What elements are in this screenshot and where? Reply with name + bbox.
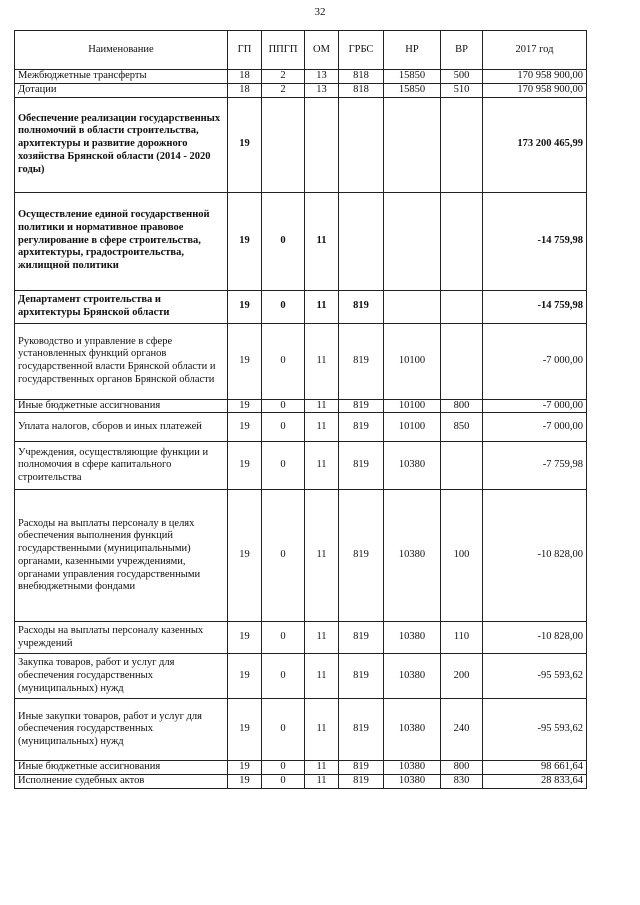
budget-table: [14, 30, 587, 789]
cell-om: 13: [305, 83, 339, 97]
cell-name: Межбюджетные трансферты: [15, 70, 228, 84]
cell-om: 11: [305, 323, 339, 399]
cell-nr: 10100: [384, 323, 441, 399]
cell-om: 11: [305, 413, 339, 442]
cell-amount: 170 958 900,00: [483, 70, 587, 84]
cell-nr: 10380: [384, 490, 441, 622]
cell-nr: 10380: [384, 775, 441, 789]
cell-ppgp: 0: [262, 290, 305, 323]
table-row: [15, 70, 587, 84]
cell-ppgp: 0: [262, 490, 305, 622]
header-year: 2017 год: [483, 31, 587, 70]
table-row: [15, 97, 587, 192]
table-body: [15, 70, 587, 789]
cell-grbs: 819: [339, 775, 384, 789]
cell-grbs: 819: [339, 413, 384, 442]
cell-grbs: 819: [339, 399, 384, 413]
cell-vr: 110: [441, 622, 483, 654]
cell-name: Иные закупки товаров, работ и услуг для обеспечения государственных (муниципальных) нужд: [15, 699, 228, 761]
cell-gp: 19: [228, 699, 262, 761]
cell-om: 11: [305, 399, 339, 413]
cell-ppgp: 0: [262, 442, 305, 490]
cell-amount: -10 828,00: [483, 622, 587, 654]
cell-grbs: 819: [339, 654, 384, 699]
cell-om: [305, 97, 339, 192]
cell-amount: -7 000,00: [483, 323, 587, 399]
cell-ppgp: 0: [262, 622, 305, 654]
cell-name: Уплата налогов, сборов и иных платежей: [15, 413, 228, 442]
cell-nr: [384, 290, 441, 323]
cell-om: 11: [305, 654, 339, 699]
cell-gp: 19: [228, 323, 262, 399]
cell-name: Департамент строительства и архитектуры Брянской области: [15, 290, 228, 323]
table-row: [15, 654, 587, 699]
cell-vr: 100: [441, 490, 483, 622]
cell-vr: 510: [441, 83, 483, 97]
cell-nr: [384, 97, 441, 192]
cell-gp: 19: [228, 399, 262, 413]
cell-gp: 19: [228, 490, 262, 622]
cell-gp: 19: [228, 761, 262, 775]
cell-grbs: 819: [339, 290, 384, 323]
cell-vr: 240: [441, 699, 483, 761]
header-om: ОМ: [305, 31, 339, 70]
cell-vr: 800: [441, 761, 483, 775]
cell-gp: 19: [228, 775, 262, 789]
cell-vr: 850: [441, 413, 483, 442]
cell-vr: [441, 442, 483, 490]
cell-om: 11: [305, 290, 339, 323]
table-row: [15, 399, 587, 413]
cell-ppgp: 0: [262, 775, 305, 789]
cell-om: 11: [305, 442, 339, 490]
cell-vr: 500: [441, 70, 483, 84]
cell-amount: -95 593,62: [483, 699, 587, 761]
cell-ppgp: 0: [262, 413, 305, 442]
cell-name: Иные бюджетные ассигнования: [15, 399, 228, 413]
cell-amount: -7 000,00: [483, 413, 587, 442]
table-row: [15, 761, 587, 775]
cell-gp: 19: [228, 413, 262, 442]
cell-vr: [441, 323, 483, 399]
cell-amount: -95 593,62: [483, 654, 587, 699]
cell-vr: 800: [441, 399, 483, 413]
cell-om: 13: [305, 70, 339, 84]
cell-om: 11: [305, 622, 339, 654]
table-row: [15, 490, 587, 622]
cell-vr: 200: [441, 654, 483, 699]
cell-vr: 830: [441, 775, 483, 789]
cell-nr: 10100: [384, 413, 441, 442]
cell-name: Расходы на выплаты персоналу в целях обеспечения выполнения функций государственными (муниципальными) органами, казенными учреждениями, органами управления государственными внебюджетными фондами: [15, 490, 228, 622]
cell-name: Расходы на выплаты персоналу казенных учреждений: [15, 622, 228, 654]
table-row: [15, 290, 587, 323]
cell-nr: 15850: [384, 70, 441, 84]
cell-amount: -7 000,00: [483, 399, 587, 413]
cell-name: Обеспечение реализации государственных полномочий в области строительства, архитектуры и развитие дорожного хозяйства Брянской области (2014 - 2020 годы): [15, 97, 228, 192]
table-row: [15, 83, 587, 97]
cell-gp: 19: [228, 192, 262, 290]
cell-nr: 10380: [384, 761, 441, 775]
header-grbs: ГРБС: [339, 31, 384, 70]
cell-grbs: [339, 97, 384, 192]
cell-name: Учреждения, осуществляющие функции и полномочия в сфере капитального строительства: [15, 442, 228, 490]
cell-amount: -14 759,98: [483, 290, 587, 323]
cell-name: Иные бюджетные ассигнования: [15, 761, 228, 775]
cell-grbs: 818: [339, 70, 384, 84]
cell-amount: 170 958 900,00: [483, 83, 587, 97]
header-nr: НР: [384, 31, 441, 70]
cell-om: 11: [305, 699, 339, 761]
cell-grbs: 819: [339, 622, 384, 654]
cell-amount: 98 661,64: [483, 761, 587, 775]
cell-nr: 10380: [384, 699, 441, 761]
cell-name: Исполнение судебных актов: [15, 775, 228, 789]
page-number: 32: [314, 6, 326, 18]
cell-nr: 10100: [384, 399, 441, 413]
cell-name: Закупка товаров, работ и услуг для обеспечения государственных (муниципальных) нужд: [15, 654, 228, 699]
header-ppgp: ППГП: [262, 31, 305, 70]
table-row: [15, 323, 587, 399]
cell-grbs: 819: [339, 699, 384, 761]
cell-grbs: 819: [339, 490, 384, 622]
cell-grbs: [339, 192, 384, 290]
table-row: [15, 413, 587, 442]
cell-ppgp: 0: [262, 192, 305, 290]
cell-vr: [441, 97, 483, 192]
cell-ppgp: 0: [262, 761, 305, 775]
cell-ppgp: 0: [262, 699, 305, 761]
cell-nr: 10380: [384, 442, 441, 490]
cell-amount: -10 828,00: [483, 490, 587, 622]
cell-gp: 19: [228, 654, 262, 699]
cell-name: Осуществление единой государственной политики и нормативное правовое регулирование в сфере строительства, архитектуры, градостроительства, жилищной политики: [15, 192, 228, 290]
cell-ppgp: 0: [262, 399, 305, 413]
cell-amount: -7 759,98: [483, 442, 587, 490]
cell-amount: 28 833,64: [483, 775, 587, 789]
header-vr: ВР: [441, 31, 483, 70]
cell-gp: 18: [228, 70, 262, 84]
cell-gp: 18: [228, 83, 262, 97]
cell-grbs: 819: [339, 442, 384, 490]
cell-nr: 10380: [384, 622, 441, 654]
cell-grbs: 819: [339, 761, 384, 775]
cell-nr: [384, 192, 441, 290]
cell-nr: 10380: [384, 654, 441, 699]
table-header-row: [15, 31, 587, 70]
table-row: [15, 192, 587, 290]
cell-gp: 19: [228, 290, 262, 323]
cell-ppgp: 2: [262, 70, 305, 84]
cell-grbs: 819: [339, 323, 384, 399]
cell-vr: [441, 192, 483, 290]
cell-om: 11: [305, 490, 339, 622]
cell-ppgp: 2: [262, 83, 305, 97]
table-row: [15, 622, 587, 654]
cell-om: 11: [305, 192, 339, 290]
cell-name: Дотации: [15, 83, 228, 97]
cell-ppgp: 0: [262, 654, 305, 699]
header-name: Наименование: [15, 31, 228, 70]
cell-gp: 19: [228, 97, 262, 192]
cell-om: 11: [305, 775, 339, 789]
cell-ppgp: 0: [262, 323, 305, 399]
cell-grbs: 818: [339, 83, 384, 97]
cell-om: 11: [305, 761, 339, 775]
cell-vr: [441, 290, 483, 323]
cell-name: Руководство и управление в сфере установленных функций органов государственной власти Брянской области и государственных органов Брянской области: [15, 323, 228, 399]
cell-ppgp: [262, 97, 305, 192]
cell-gp: 19: [228, 442, 262, 490]
cell-nr: 15850: [384, 83, 441, 97]
cell-gp: 19: [228, 622, 262, 654]
cell-amount: 173 200 465,99: [483, 97, 587, 192]
header-gp: ГП: [228, 31, 262, 70]
cell-amount: -14 759,98: [483, 192, 587, 290]
table-row: [15, 699, 587, 761]
table-row: [15, 775, 587, 789]
table-row: [15, 442, 587, 490]
